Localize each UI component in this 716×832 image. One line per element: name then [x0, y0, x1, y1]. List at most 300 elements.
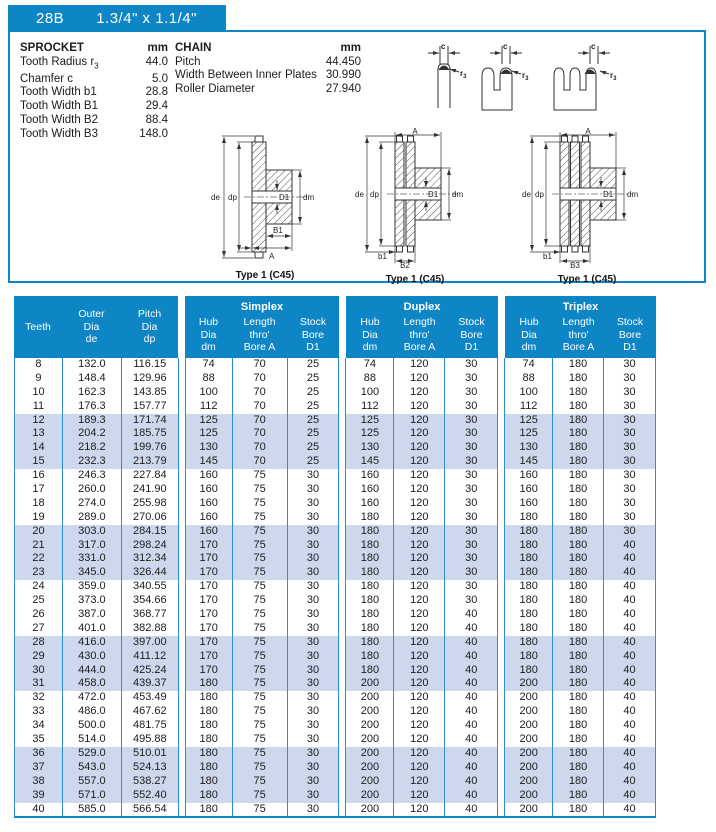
group-gap [498, 483, 505, 497]
cell: 495.88 [122, 733, 179, 747]
group-gap [178, 296, 185, 358]
col-header-length-thro-bore: Length thro' Bore A [562, 316, 595, 354]
cell: 200 [346, 747, 394, 761]
table-row [15, 469, 656, 483]
group-gap [179, 455, 186, 469]
col-header-hub-dia: Hub Dia dm [360, 316, 380, 354]
cell: 40 [604, 677, 656, 691]
cell: 40 [604, 719, 656, 733]
cell: 30 [445, 455, 498, 469]
group-gap [498, 719, 505, 733]
cell: 255.98 [122, 497, 179, 511]
cell: 160 [505, 469, 553, 483]
spec-row [175, 83, 361, 97]
cell: 160 [186, 511, 233, 525]
cell: 40 [445, 761, 498, 775]
cell: 180 [553, 372, 604, 386]
cell: 75 [233, 719, 288, 733]
cell: 40 [445, 664, 498, 678]
dim-A-label: A [412, 128, 418, 136]
cell: 30 [445, 497, 498, 511]
dim-D1-label: D1 [603, 190, 614, 199]
group-gap [339, 608, 346, 622]
table-row [15, 386, 656, 400]
cell: 75 [233, 803, 288, 817]
cell: 359.0 [63, 580, 122, 594]
cell: 75 [233, 539, 288, 553]
cell: 40 [604, 664, 656, 678]
cell: 120 [394, 677, 445, 691]
group-gap [179, 691, 186, 705]
cell: 180 [553, 622, 604, 636]
group-gap [498, 372, 505, 386]
cell: 40 [604, 733, 656, 747]
cell: 120 [394, 747, 445, 761]
tooth-profile-diagrams [422, 40, 628, 120]
cell: 14 [15, 441, 63, 455]
cell: 75 [233, 664, 288, 678]
table-row [15, 664, 656, 678]
cell: 200 [505, 677, 553, 691]
cell: 170 [186, 608, 233, 622]
cell: 75 [233, 552, 288, 566]
duplex-cross-section [355, 128, 475, 285]
cell: 132.0 [63, 358, 122, 372]
cell: 180 [553, 608, 604, 622]
cell: 180 [553, 386, 604, 400]
cell: 40 [445, 705, 498, 719]
cell: 170 [186, 594, 233, 608]
cell: 40 [445, 789, 498, 803]
cell: 30 [445, 566, 498, 580]
col-header-pitch-dia: Pitch Dia dp [137, 308, 162, 346]
table-body [14, 358, 656, 818]
cell: 30 [604, 386, 656, 400]
group-gap [339, 594, 346, 608]
group-gap [339, 296, 346, 358]
cell: 180 [553, 719, 604, 733]
group-gap [498, 539, 505, 553]
group-gap [179, 400, 186, 414]
cell: 345.0 [63, 566, 122, 580]
cell: 143.85 [122, 386, 179, 400]
cell: 160 [346, 483, 394, 497]
group-gap [179, 761, 186, 775]
cell: 30 [445, 400, 498, 414]
cell: 120 [394, 580, 445, 594]
cell: 160 [505, 497, 553, 511]
cell: 30 [445, 552, 498, 566]
cell: 40 [445, 747, 498, 761]
group-gap [339, 691, 346, 705]
cell: 75 [233, 761, 288, 775]
cell: 25 [288, 455, 340, 469]
cell: 37 [15, 761, 63, 775]
cell: 200 [505, 803, 553, 817]
cell: 112 [186, 400, 233, 414]
chain-title-row [175, 42, 361, 56]
cell: 25 [288, 427, 340, 441]
cell: 180 [553, 539, 604, 553]
group-gap [498, 650, 505, 664]
cell: 227.84 [122, 469, 179, 483]
cell: 200 [346, 775, 394, 789]
group-gap [498, 594, 505, 608]
cell: 189.3 [63, 414, 122, 428]
cell: 270.06 [122, 511, 179, 525]
dim-c-label: c [441, 42, 446, 51]
cell: 25 [288, 358, 340, 372]
table-row [15, 539, 656, 553]
table-header [14, 296, 656, 358]
cell: 18 [15, 497, 63, 511]
cell: 145 [346, 455, 394, 469]
cell: 30 [604, 372, 656, 386]
cell: 200 [505, 789, 553, 803]
spec-label: Roller Diameter [175, 83, 255, 96]
dim-A-label: A [269, 252, 275, 261]
table-row [15, 358, 656, 372]
cell: 74 [346, 358, 394, 372]
cell: 200 [505, 775, 553, 789]
cell: 180 [186, 705, 233, 719]
cell: 180 [186, 803, 233, 817]
cell: 120 [394, 691, 445, 705]
cell: 40 [445, 733, 498, 747]
cell: 180 [553, 566, 604, 580]
cell: 75 [233, 580, 288, 594]
header-triplex-group [505, 296, 656, 358]
cell: 200 [505, 719, 553, 733]
cell: 180 [186, 761, 233, 775]
cell: 120 [394, 511, 445, 525]
group-gap [498, 622, 505, 636]
spec-value: 28.8 [145, 86, 168, 99]
spec-value: 44.0 [145, 55, 168, 68]
cell: 9 [15, 372, 63, 386]
cell: 120 [394, 539, 445, 553]
table-row [15, 525, 656, 539]
cell: 160 [186, 483, 233, 497]
cell: 145 [186, 455, 233, 469]
cell: 180 [553, 705, 604, 719]
cell: 75 [233, 677, 288, 691]
cell: 180 [346, 580, 394, 594]
cell: 180 [553, 455, 604, 469]
cell: 40 [445, 622, 498, 636]
cell: 30 [288, 594, 340, 608]
group-gap [498, 747, 505, 761]
cell: 25 [288, 441, 340, 455]
cell: 481.75 [122, 719, 179, 733]
cell: 40 [445, 636, 498, 650]
spec-row [20, 128, 168, 142]
cell: 472.0 [63, 691, 122, 705]
cell: 30 [288, 705, 340, 719]
cell: 116.15 [122, 358, 179, 372]
cell: 120 [394, 455, 445, 469]
table-row [15, 552, 656, 566]
cell: 21 [15, 539, 63, 553]
cell: 180 [553, 761, 604, 775]
cell: 27 [15, 622, 63, 636]
cell: 529.0 [63, 747, 122, 761]
group-gap [179, 414, 186, 428]
group-gap [498, 705, 505, 719]
cell: 180 [553, 552, 604, 566]
table-row [15, 441, 656, 455]
cell: 12 [15, 414, 63, 428]
cell: 125 [346, 427, 394, 441]
group-gap [339, 358, 346, 372]
group-gap [179, 636, 186, 650]
cell: 125 [505, 414, 553, 428]
cell: 74 [505, 358, 553, 372]
cell: 30 [288, 664, 340, 678]
cell: 180 [553, 580, 604, 594]
group-gap [339, 497, 346, 511]
table-row [15, 650, 656, 664]
table-row [15, 677, 656, 691]
dim-dm-label: dm [303, 193, 315, 202]
dim-A-label: A [585, 128, 591, 136]
sprocket-title: SPROCKET [20, 42, 84, 54]
group-gap [339, 747, 346, 761]
sprocket-title-row [20, 42, 168, 56]
cell: 30 [445, 427, 498, 441]
cell: 303.0 [63, 525, 122, 539]
header-simplex-group [185, 296, 339, 358]
cell: 33 [15, 705, 63, 719]
cell: 30 [445, 483, 498, 497]
cell: 40 [15, 803, 63, 817]
cell: 70 [233, 441, 288, 455]
spec-label: Tooth Width B2 [20, 113, 98, 126]
group-gap [339, 372, 346, 386]
cell: 30 [288, 803, 340, 817]
cell: 40 [445, 691, 498, 705]
cell: 180 [346, 608, 394, 622]
cell: 70 [233, 414, 288, 428]
cell: 331.0 [63, 552, 122, 566]
cell: 170 [186, 566, 233, 580]
group-gap [339, 525, 346, 539]
cell: 75 [233, 775, 288, 789]
cell: 75 [233, 705, 288, 719]
cell: 100 [346, 386, 394, 400]
cell: 180 [553, 427, 604, 441]
cell: 120 [394, 469, 445, 483]
spec-row [20, 56, 168, 73]
cell: 17 [15, 483, 63, 497]
page-header-tab [8, 5, 226, 31]
group-gap [339, 636, 346, 650]
dim-b1-label: b1 [378, 252, 387, 261]
cell: 180 [505, 525, 553, 539]
cell: 180 [553, 747, 604, 761]
cell: 70 [233, 427, 288, 441]
cell: 416.0 [63, 636, 122, 650]
cell: 30 [288, 469, 340, 483]
table-row [15, 427, 656, 441]
cell: 30 [445, 539, 498, 553]
dim-B2-label: B2 [400, 261, 410, 268]
group-gap [498, 525, 505, 539]
cell: 200 [346, 733, 394, 747]
cell: 30 [288, 525, 340, 539]
cell: 200 [505, 761, 553, 775]
dim-r3-label: $r_3$ [460, 69, 467, 80]
group-gap [179, 386, 186, 400]
cell: 30 [604, 483, 656, 497]
group-gap [339, 469, 346, 483]
table-row [15, 691, 656, 705]
cell: 130 [186, 441, 233, 455]
cell: 75 [233, 511, 288, 525]
cell: 40 [604, 636, 656, 650]
cell: 204.2 [63, 427, 122, 441]
group-gap [179, 525, 186, 539]
cell: 120 [394, 427, 445, 441]
cell: 284.15 [122, 525, 179, 539]
spec-label: Tooth Width b1 [20, 86, 97, 99]
cell: 28 [15, 636, 63, 650]
cell: 180 [553, 803, 604, 817]
spec-label: Chamfer c [20, 72, 74, 85]
group-gap [498, 358, 505, 372]
cell: 30 [288, 580, 340, 594]
cell: 185.75 [122, 427, 179, 441]
cell: 170 [186, 650, 233, 664]
cell: 180 [186, 719, 233, 733]
cell: 200 [346, 803, 394, 817]
spec-value: 44.450 [325, 55, 361, 68]
cell: 100 [505, 386, 553, 400]
cell: 40 [604, 747, 656, 761]
group-gap [339, 677, 346, 691]
group-gap [179, 552, 186, 566]
group-gap [339, 483, 346, 497]
cell: 75 [233, 469, 288, 483]
group-gap [179, 358, 186, 372]
group-gap [339, 552, 346, 566]
cell: 24 [15, 580, 63, 594]
cell: 75 [233, 636, 288, 650]
cell: 312.34 [122, 552, 179, 566]
cell: 10 [15, 386, 63, 400]
group-gap [339, 414, 346, 428]
cell: 170 [186, 552, 233, 566]
cell: 180 [505, 650, 553, 664]
cell: 120 [394, 441, 445, 455]
cell: 571.0 [63, 789, 122, 803]
cell: 30 [288, 608, 340, 622]
simplex-cross-section [210, 132, 320, 281]
cell: 180 [553, 677, 604, 691]
cell: 180 [346, 594, 394, 608]
cell: 145 [505, 455, 553, 469]
cell: 120 [394, 552, 445, 566]
group-title-duplex: Duplex [403, 301, 441, 313]
cell: 458.0 [63, 677, 122, 691]
cell: 317.0 [63, 539, 122, 553]
group-gap [179, 511, 186, 525]
group-gap [179, 775, 186, 789]
cell: 30 [288, 691, 340, 705]
cell: 162.3 [63, 386, 122, 400]
group-gap [179, 441, 186, 455]
cell: 180 [346, 552, 394, 566]
dim-B1-label: B1 [273, 226, 283, 235]
part-code: 28B [36, 9, 65, 27]
cell: 125 [505, 427, 553, 441]
cell: 88 [346, 372, 394, 386]
cell: 200 [346, 719, 394, 733]
group-gap [179, 622, 186, 636]
group-gap [498, 803, 505, 817]
cell: 30 [604, 400, 656, 414]
cell: 200 [505, 705, 553, 719]
cell: 298.24 [122, 539, 179, 553]
col-header-teeth: Teeth [25, 320, 51, 333]
cell: 180 [553, 511, 604, 525]
cell: 260.0 [63, 483, 122, 497]
table-row [15, 719, 656, 733]
cell: 180 [186, 733, 233, 747]
cell: 180 [553, 414, 604, 428]
cell: 180 [553, 469, 604, 483]
cell: 112 [346, 400, 394, 414]
diagram-caption: Type 1 (C45) [557, 274, 617, 285]
spec-label: Tooth Width B3 [20, 127, 98, 140]
cell: 40 [604, 552, 656, 566]
cell: 170 [186, 636, 233, 650]
header-duplex-group [346, 296, 498, 358]
table-row [15, 608, 656, 622]
cell: 75 [233, 608, 288, 622]
cell: 16 [15, 469, 63, 483]
cell: 585.0 [63, 803, 122, 817]
cell: 213.79 [122, 455, 179, 469]
cell: 200 [346, 761, 394, 775]
group-gap [339, 539, 346, 553]
cell: 557.0 [63, 775, 122, 789]
cell: 340.55 [122, 580, 179, 594]
cell: 30 [445, 580, 498, 594]
group-gap [179, 650, 186, 664]
group-gap [179, 483, 186, 497]
group-gap [498, 455, 505, 469]
cell: 180 [346, 566, 394, 580]
table-row [15, 636, 656, 650]
table-row [15, 580, 656, 594]
cell: 125 [186, 427, 233, 441]
cell: 40 [604, 622, 656, 636]
dim-dp-label: dp [228, 193, 237, 202]
cell: 30 [288, 677, 340, 691]
group-gap [179, 789, 186, 803]
group-gap [339, 455, 346, 469]
group-gap [498, 691, 505, 705]
group-gap [179, 497, 186, 511]
dim-D1-label: D1 [428, 190, 439, 199]
group-gap [179, 566, 186, 580]
cell: 70 [233, 372, 288, 386]
cell: 30 [445, 358, 498, 372]
cell: 180 [553, 636, 604, 650]
spec-row [175, 56, 361, 70]
spec-box [8, 30, 706, 283]
